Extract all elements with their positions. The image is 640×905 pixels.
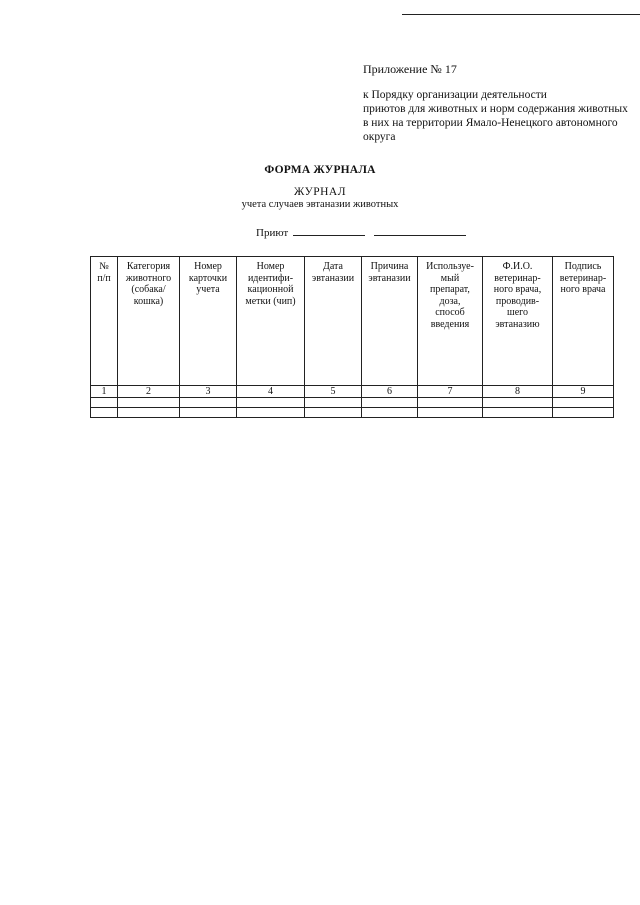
journal-table	[90, 256, 614, 418]
header-cell-line: Ф.И.О.	[502, 261, 533, 272]
header-cell-line: кошка)	[133, 295, 164, 307]
header-cell-line: Номер	[256, 261, 285, 272]
appendix-line: в них на территории Ямало-Ненецкого автономного	[363, 117, 618, 129]
column-number-cell: 8	[483, 386, 553, 398]
column-number-cell: 5	[305, 386, 362, 398]
header-cell-line: препарат,	[430, 284, 470, 295]
appendix-line: к Порядку организации деятельности	[363, 89, 547, 101]
table-cell	[418, 408, 483, 418]
table-cell	[483, 398, 553, 408]
header-cell-line: ветеринар-	[494, 272, 541, 284]
table-cell	[418, 398, 483, 408]
appendix-line: округа	[363, 131, 396, 143]
column-number-cell: 4	[237, 386, 305, 398]
header-cell-line: Причина	[370, 261, 409, 272]
header-cell-line: введения	[430, 318, 470, 330]
table-cell	[305, 398, 362, 408]
table-cell	[91, 398, 118, 408]
header-cell-line: Подпись	[564, 261, 602, 272]
table-cell	[553, 408, 614, 418]
header-cell-line: №	[99, 261, 109, 272]
header-cell-line: учета	[196, 284, 220, 295]
shelter-label: Приют	[256, 227, 289, 239]
header-cell-line: ветеринар-	[559, 272, 607, 284]
header-cell-line: ного врача	[560, 284, 606, 295]
header-cell	[553, 257, 614, 386]
header-cell-line: метки (чип)	[245, 295, 296, 307]
table-cell	[118, 398, 180, 408]
table-cell	[362, 408, 418, 418]
column-number-cell: 7	[418, 386, 483, 398]
form-title: ФОРМА ЖУРНАЛА	[264, 164, 376, 176]
top-rule	[402, 14, 640, 15]
table-cell	[118, 408, 180, 418]
header-cell-line: п/п	[97, 272, 111, 284]
table-cell	[91, 408, 118, 418]
table-cell	[180, 398, 237, 408]
header-cell-line: Дата	[323, 261, 343, 272]
table-cell	[237, 398, 305, 408]
header-cell-line: эвтаназию	[495, 318, 540, 330]
header-cell-line: (собака/	[131, 284, 166, 295]
shelter-blank-line	[374, 225, 466, 236]
column-number-row	[91, 386, 614, 398]
column-number-cell: 2	[118, 386, 180, 398]
table-cell	[483, 408, 553, 418]
table-cell	[305, 408, 362, 418]
header-cell	[418, 257, 483, 386]
table-cell	[362, 398, 418, 408]
header-cell	[180, 257, 237, 386]
header-cell	[483, 257, 553, 386]
header-cell-line: проводив-	[495, 295, 540, 307]
header-cell	[91, 257, 118, 386]
header-cell	[118, 257, 180, 386]
appendix-line: приютов для животных и норм содержания животных	[363, 103, 628, 115]
header-cell-line: шего	[507, 307, 528, 318]
header-cell-line: карточки	[188, 272, 228, 284]
header-cell-line: эвтаназии	[368, 272, 411, 284]
column-number-cell: 6	[362, 386, 418, 398]
header-cell-line: Используе-	[426, 261, 474, 272]
header-cell	[362, 257, 418, 386]
header-cell	[237, 257, 305, 386]
header-row	[91, 257, 614, 386]
table-cell	[180, 408, 237, 418]
header-cell-line: доза,	[439, 295, 461, 307]
journal-subtitle: учета случаев эвтаназии животных	[241, 199, 399, 210]
table-row	[91, 408, 614, 418]
header-cell-line: идентифи-	[247, 272, 294, 284]
table-cell	[237, 408, 305, 418]
header-cell-line: эвтаназии	[311, 272, 355, 284]
header-cell-line: Категория	[126, 261, 171, 272]
header-cell-line: кационной	[247, 284, 294, 295]
shelter-blank-line	[293, 225, 365, 236]
header-cell-line: мый	[440, 272, 460, 284]
header-cell-line: животного	[125, 272, 172, 284]
column-number-cell: 9	[553, 386, 614, 398]
header-cell	[305, 257, 362, 386]
header-cell-line: способ	[435, 307, 465, 318]
column-number-cell: 1	[91, 386, 118, 398]
header-cell-line: Номер	[194, 261, 222, 272]
table-row	[91, 398, 614, 408]
shelter-field	[256, 225, 466, 239]
appendix-block	[363, 62, 628, 144]
appendix-number: Приложение № 17	[363, 62, 457, 76]
column-number-cell: 3	[180, 386, 237, 398]
journal-title: ЖУРНАЛ	[293, 186, 347, 198]
header-cell-line: ного врача,	[493, 284, 542, 295]
table-cell	[553, 398, 614, 408]
